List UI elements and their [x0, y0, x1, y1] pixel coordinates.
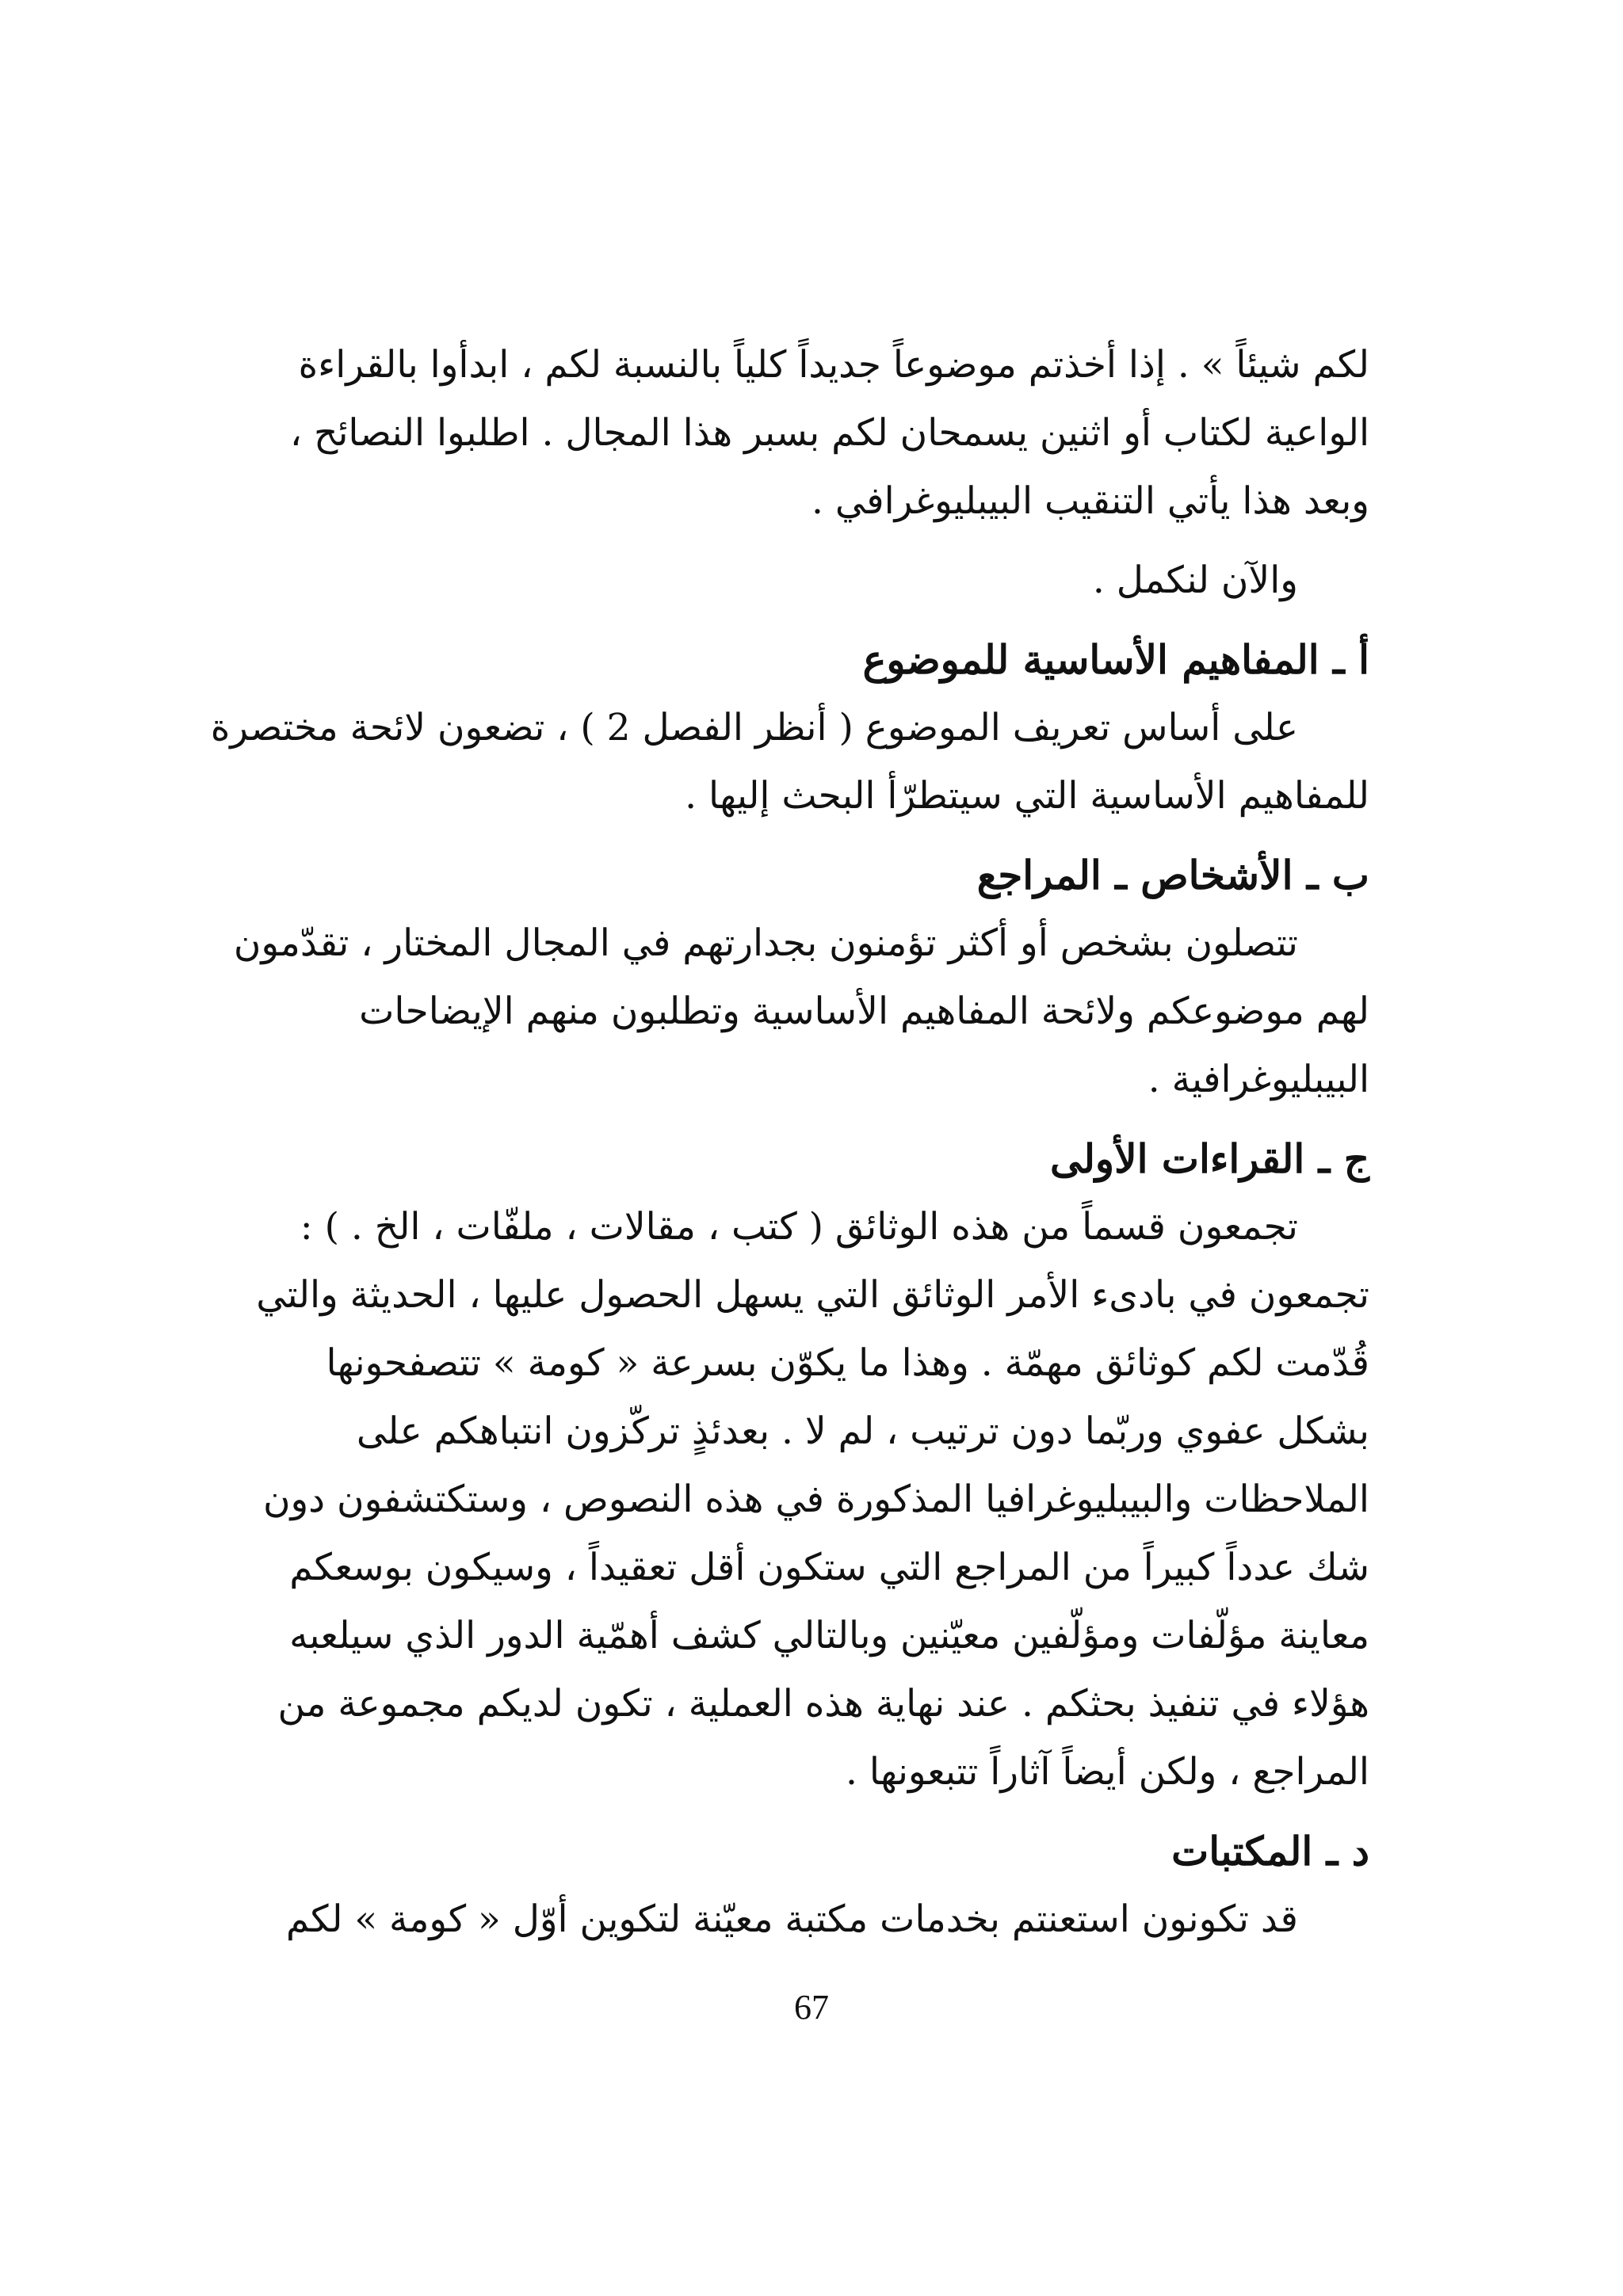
section-b-paragraph	[233, 910, 1369, 1114]
continue-line	[254, 547, 1369, 615]
section-d-paragraph	[254, 1886, 1369, 1954]
text-line: تتصلون بشخص أو أكثر تؤمنون بجدارتهم في المجال المختار ، تقدّمون	[233, 921, 1298, 965]
text-line: هؤلاء في تنفيذ بحثكم . عند نهاية هذه العملية ، تكون لديكم مجموعة من	[277, 1682, 1369, 1726]
section-c-paragraph	[254, 1193, 1369, 1806]
text-line: بشكل عفوي وربّما دون ترتيب ، لم لا . بعدئذٍ تركّزون انتباهكم على	[356, 1409, 1369, 1453]
section-d-heading: د ـ المكتبات	[1171, 1828, 1369, 1875]
text-line: لكم شيئاً » . إذا أخذتم موضوعاً جديداً كلياً بالنسبة لكم ، ابدأوا بالقراءة	[298, 343, 1369, 387]
text-line: البيبليوغرافية .	[1148, 1058, 1369, 1101]
page-number: 67	[794, 1988, 829, 2027]
text-line: والآن لنكمل .	[1092, 559, 1298, 602]
intro-paragraph	[254, 331, 1369, 536]
text-line: شك عدداً كبيراً من المراجع التي ستكون أقل تعقيداً ، وسيكون بوسعكم	[289, 1546, 1369, 1589]
text-line: لهم موضوعكم ولائحة المفاهيم الأساسية وتطلبون منهم الإيضاحات	[359, 990, 1369, 1033]
page-body	[210, 331, 1369, 1954]
text-line: قُدّمت لكم كوثائق مهمّة . وهذا ما يكوّن بسرعة « كومة » تتصفحونها	[326, 1341, 1369, 1385]
section-a-heading: أ ـ المفاهيم الأساسية للموضوع	[862, 636, 1369, 683]
text-line: وبعد هذا يأتي التنقيب البيبليوغرافي .	[812, 479, 1369, 523]
text-line: الملاحظات والبيبليوغرافيا المذكورة في هذه النصوص ، وستكتشفون دون	[262, 1478, 1369, 1521]
text-line: تجمعون في بادىء الأمر الوثائق التي يسهل الحصول عليها ، الحديثة والتي	[256, 1273, 1369, 1317]
text-line: تجمعون قسماً من هذه الوثائق ( كتب ، مقالات ، ملفّات ، الخ . ) :	[300, 1205, 1298, 1249]
section-a-paragraph	[210, 694, 1369, 830]
text-line: قد تكونون استعنتم بخدمات مكتبة معيّنة لتكوين أوّل « كومة » لكم	[285, 1897, 1298, 1941]
section-b-heading: ب ـ الأشخاص ـ المراجع	[976, 852, 1369, 898]
text-line: معاينة مؤلّفات ومؤلّفين معيّنين وبالتالي كشف أهمّية الدور الذي سيلعبه	[289, 1614, 1369, 1657]
text-line: للمفاهيم الأساسية التي سيتطرّأ البحث إليها .	[685, 774, 1369, 818]
section-c-heading: ج ـ القراءات الأولى	[1050, 1135, 1369, 1182]
text-line: الواعية لكتاب أو اثنين يسمحان لكم بسبر هذا المجال . اطلبوا النصائح ،	[289, 411, 1369, 455]
text-line: المراجع ، ولكن أيضاً آثاراً تتبعونها .	[845, 1750, 1369, 1794]
text-line: على أساس تعريف الموضوع ( أنظر الفصل 2 ) ، تضعون لائحة مختصرة	[210, 706, 1298, 749]
